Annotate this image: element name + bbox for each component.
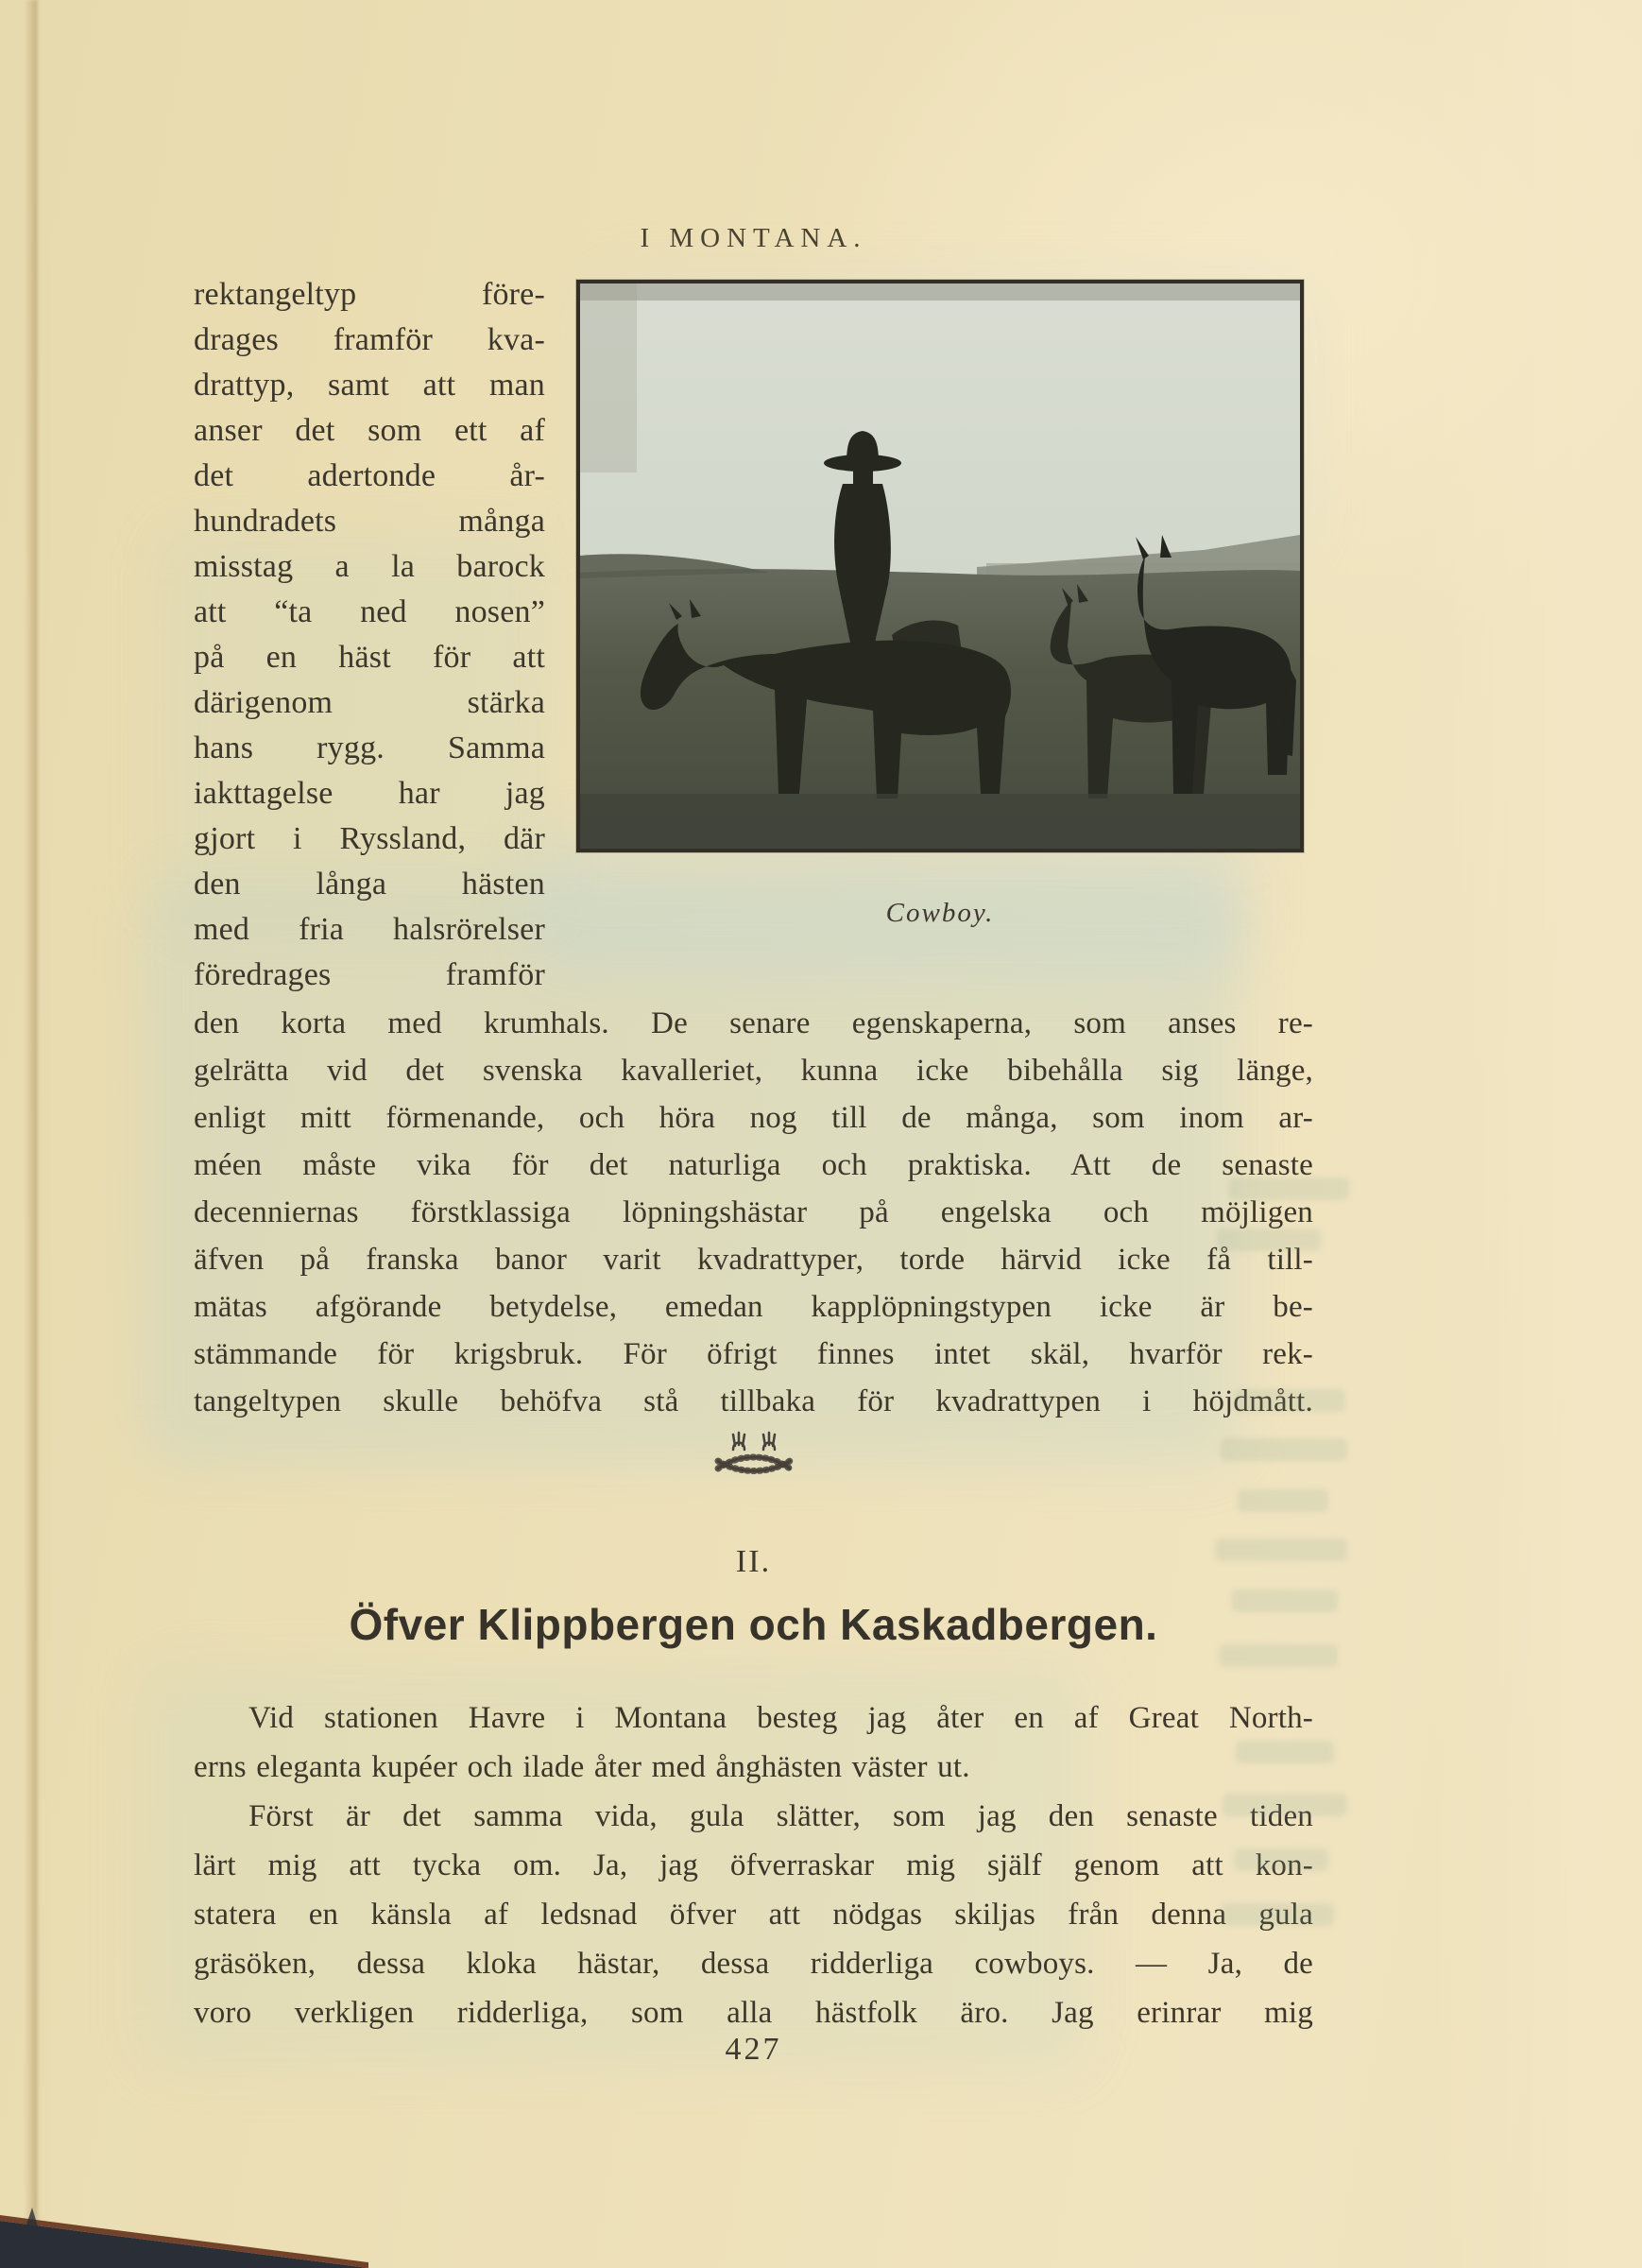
text-line: hundradets många [194, 504, 545, 539]
text-line: stämmande för krigsbruk. För öfrigt finnes intet skäl, hvarför rek- [194, 1337, 1313, 1371]
text-line: drages framför kva- [194, 322, 545, 357]
text-line: statera en känsla af ledsnad öfver att nödgas skiljas från denna gula [194, 1898, 1313, 1932]
binding-crease [25, 0, 49, 2268]
text-line: Vid stationen Havre i Montana besteg jag åter en af Great North- [248, 1701, 1313, 1735]
text-line: det adertonde år- [194, 458, 545, 493]
text-line: Först är det samma vida, gula slätter, som jag den senaste tiden [248, 1799, 1313, 1833]
text-line: den långa hästen [194, 867, 545, 902]
printer-ornament-icon [709, 1429, 799, 1484]
text-line: med fria halsrörelser [194, 912, 545, 947]
show-through-text [1238, 1489, 1328, 1512]
chapter-paragraph [194, 1693, 1313, 2037]
text-line: hans rygg. Samma [194, 730, 545, 765]
text-line: föredrages framför [194, 957, 545, 992]
text-line: gräsöken, dessa kloka hästar, dessa ridderliga cowboys. — Ja, de [194, 1947, 1313, 1981]
photo-caption: Cowboy. [885, 898, 995, 928]
text-line: misstag a la barock [194, 549, 545, 584]
text-line: därigenom stärka [194, 685, 545, 720]
left-text-column [194, 272, 545, 998]
cowboy-photo-art [580, 284, 1300, 849]
text-line: den korta med krumhals. De senare egenskaperna, som anses re- [194, 1006, 1313, 1040]
text-line: gelrätta vid det svenska kavalleriet, kunna icke bibehålla sig länge, [194, 1054, 1313, 1088]
page-number: 427 [725, 2032, 782, 2067]
text-line: drattyp, samt att man [194, 368, 545, 403]
text-line: voro verkligen ridderliga, som alla hästfolk äro. Jag erinrar mig [194, 1996, 1313, 2030]
text-line: mätas afgörande betydelse, emedan kapplöpningstypen icke är be- [194, 1290, 1313, 1324]
text-line: äfven på franska banor varit kvadrattyper, torde härvid icke få till- [194, 1243, 1313, 1277]
cowboy-photo-figure [576, 280, 1304, 929]
text-line: rektangeltyp före- [194, 277, 545, 312]
body-paragraph [194, 1000, 1313, 1425]
text-line: lärt mig att tycka om. Ja, jag öfverraskar mig själf genom att kon- [194, 1848, 1313, 1882]
section-title: Öfver Klippbergen och Kaskadbergen. [349, 1600, 1158, 1649]
text-line: att “ta ned nosen” [194, 594, 545, 629]
text-line: tangeltypen skulle behöfva stå tillbaka för kvadrattypen i höjdmått. [194, 1384, 1313, 1418]
text-line: anser det som ett af [194, 413, 545, 448]
page-corner-shadow [0, 2208, 368, 2268]
section-number: II. [735, 1544, 772, 1579]
text-line: méen måste vika för det naturliga och praktiska. Att de senaste [194, 1148, 1313, 1182]
text-line: iakttagelse har jag [194, 776, 545, 811]
text-line: decenniernas förstklassiga löpningshästar på engelska och möjligen [194, 1195, 1313, 1229]
section-divider-ornament [194, 1429, 1313, 1488]
text-line: gjort i Ryssland, där [194, 821, 545, 856]
page-edge-highlight [1434, 0, 1642, 2268]
text-line: enligt mitt förmenande, och höra nog till de många, som inom ar- [194, 1101, 1313, 1135]
text-line: erns eleganta kupéer och ilade åter med ånghästen väster ut. [194, 1750, 970, 1784]
cowboy-photo [576, 280, 1304, 852]
text-line: på en häst för att [194, 640, 545, 675]
running-header: I MONTANA. [640, 223, 867, 253]
